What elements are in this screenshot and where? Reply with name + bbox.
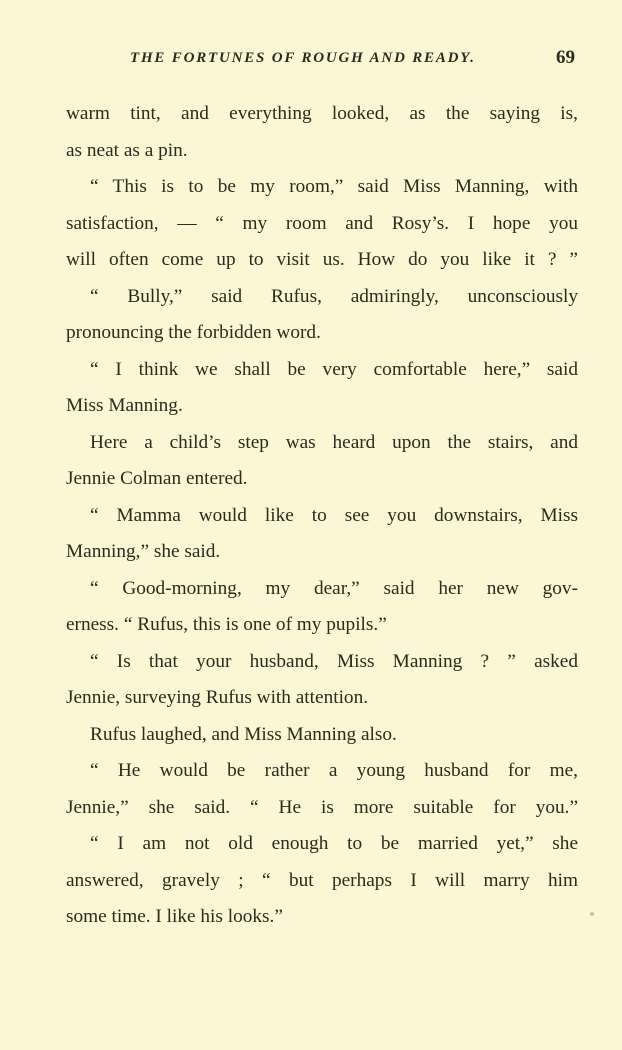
text-line: “ Is that your husband, Miss Manning ? ” asked <box>90 650 578 672</box>
text-line: Manning,” she said. <box>66 541 221 562</box>
text-line: Jennie,” she said. “ He is more suitable for you.” <box>66 796 578 818</box>
text-line: answered, gravely ; “ but perhaps I will marry him <box>66 869 578 891</box>
paper-speck <box>590 912 594 916</box>
text-line: Rufus laughed, and Miss Manning also. <box>90 723 397 745</box>
text-line: erness. “ Rufus, this is one of my pupils.” <box>66 614 387 635</box>
text-line: “ He would be rather a young husband for me, <box>90 760 578 781</box>
text-line: pronouncing the forbidden word. <box>66 322 321 343</box>
body-text <box>66 96 578 936</box>
text-line: “ Mamma would like to see you downstairs, Miss <box>90 504 578 526</box>
text-line: “ I think we shall be very comfortable here,” said <box>90 358 578 380</box>
page-number: 69 <box>556 47 575 68</box>
running-title: THE FORTUNES OF ROUGH AND READY. <box>130 50 476 66</box>
text-line: “ I am not old enough to be married yet,” she <box>90 833 578 854</box>
text-line: Jennie Colman entered. <box>66 468 248 489</box>
text-line: Here a child’s step was heard upon the stairs, and <box>90 431 578 453</box>
text-line: as neat as a pin. <box>66 139 188 161</box>
text-line: will often come up to visit us. How do you like it ? ” <box>66 249 578 270</box>
text-line: “ Bully,” said Rufus, admiringly, unconsciously <box>90 285 578 307</box>
text-line: warm tint, and everything looked, as the saying is, <box>66 103 578 124</box>
text-line: “ This is to be my room,” said Miss Manning, with <box>90 176 578 197</box>
text-line: satisfaction, — “ my room and Rosy’s. I hope you <box>66 212 578 234</box>
text-line: Jennie, surveying Rufus with attention. <box>66 687 369 708</box>
text-line: “ Good-morning, my dear,” said her new gov- <box>90 577 578 599</box>
text-line: Miss Manning. <box>66 395 183 416</box>
text-line: some time. I like his looks.” <box>66 906 283 927</box>
